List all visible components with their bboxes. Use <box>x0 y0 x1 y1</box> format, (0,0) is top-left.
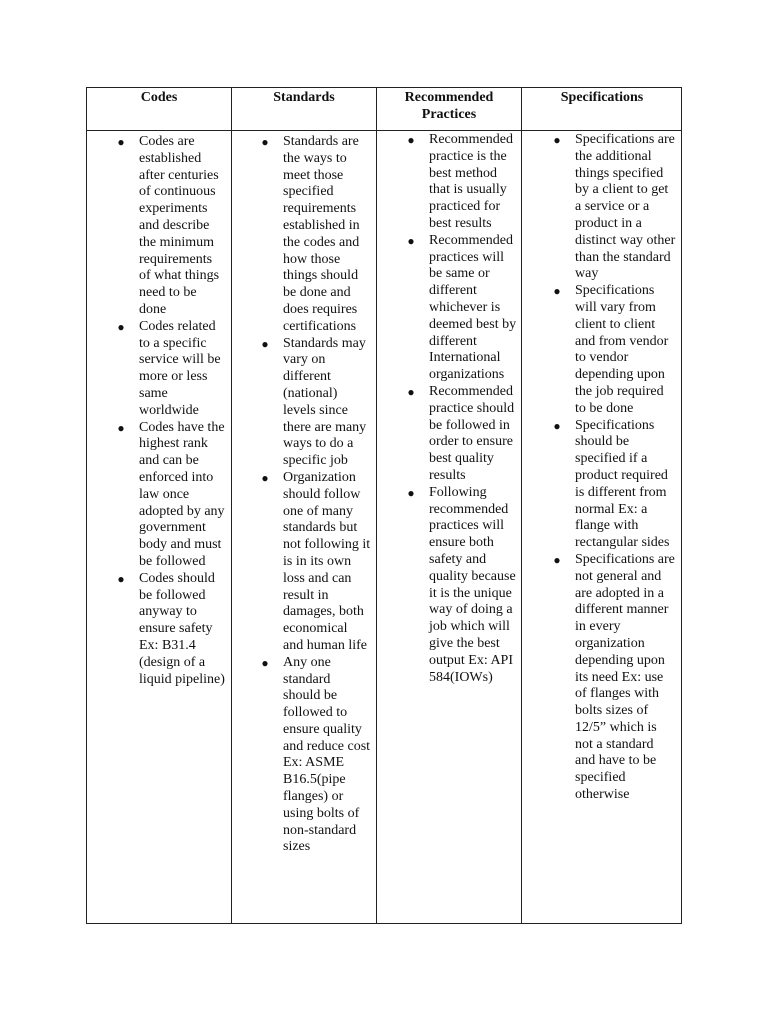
bullet-icon: ● <box>407 133 415 147</box>
bullet-icon: ● <box>261 470 269 485</box>
list-item: ● Codes are established after centuries of continuous experiments and describe the minimum requirements of what things need to be done <box>117 134 220 317</box>
bullet-icon: ● <box>407 233 415 248</box>
bullet-icon: ● <box>261 655 269 670</box>
list-item: ● Any one standard should be followed to ensure quality and reduce cost Ex: ASME B16.5(pipe flanges) or using bolts of non-standard sizes <box>261 654 371 855</box>
list-item: ● Organization should follow one of many standards but not following it is in its own loss and can result in damages, both economical and human life <box>261 469 371 653</box>
list-item: ● Recommended practice should be followed in order to ensure best quality results <box>407 383 515 483</box>
column-divider <box>521 88 522 923</box>
header-recommended-practices: Recommended Practices <box>404 90 494 122</box>
column-divider <box>231 88 232 923</box>
bullet-icon: ● <box>117 135 125 149</box>
list-item: ● Recommended practice is the best method that is usually practiced for best results <box>407 132 513 231</box>
recommended-practices-column <box>407 132 517 686</box>
bullet-icon: ● <box>117 319 125 334</box>
list-item: ● Codes should be followed anyway to ensure safety Ex: B31.4 (design of a liquid pipeline) <box>117 570 225 687</box>
bullet-icon: ● <box>553 552 561 567</box>
standards-list <box>261 134 371 856</box>
bullet-icon: ● <box>261 135 269 149</box>
bullet-icon: ● <box>553 284 561 299</box>
bullet-icon: ● <box>261 336 269 351</box>
bullet-icon: ● <box>553 133 561 147</box>
header-codes: Codes <box>140 90 178 105</box>
bullet-icon: ● <box>407 485 415 500</box>
list-item: ● Recommended practices will be same or different whichever is deemed best by different International organizations <box>407 232 517 383</box>
list-item: ● Codes related to a specific service will be more or less same worldwide <box>117 318 221 418</box>
bullet-icon: ● <box>407 384 415 399</box>
recommended-practices-list <box>407 132 517 686</box>
comparison-table <box>86 87 682 924</box>
codes-column <box>117 134 227 688</box>
list-item: ● Specifications are not general and are adopted in a different manner in every organization depending upon its need Ex: use of flanges with bolts sizes of 12/5” which is not a standard and have to be specified otherwise <box>553 551 675 803</box>
list-item: ● Standards may vary on different (national) levels since there are many ways to do a specific job <box>261 335 367 469</box>
list-item: ● Specifications should be specified if a product required is different from normal Ex: a flange with rectangular sides <box>553 417 670 551</box>
bullet-icon: ● <box>117 571 125 586</box>
codes-list <box>117 134 227 688</box>
list-item: ● Codes have the highest rank and can be enforced into law once adopted by any government body and must be followed <box>117 419 225 569</box>
list-item: ● Specifications are the additional things specified by a client to get a service or a product in a distinct way other than the standard way <box>553 132 676 282</box>
list-item: ● Specifications will vary from client to client and from vendor to vendor depending upon the job required to be done <box>553 283 669 416</box>
header-divider <box>87 130 681 131</box>
column-divider <box>376 88 377 923</box>
header-standards: Standards <box>273 90 335 105</box>
bullet-icon: ● <box>553 418 561 433</box>
specifications-list <box>553 132 677 804</box>
bullet-icon: ● <box>117 420 125 435</box>
header-specifications: Specifications <box>560 90 644 105</box>
specifications-column <box>553 132 677 804</box>
standards-column <box>261 134 371 856</box>
list-item: ● Following recommended practices will ensure both safety and quality because it is the unique way of doing a job which will give the best output Ex: API 584(IOWs) <box>407 484 516 685</box>
list-item: ● Standards are the ways to meet those specified requirements established in the codes and how those things should be done and does requires certifications <box>261 134 360 334</box>
